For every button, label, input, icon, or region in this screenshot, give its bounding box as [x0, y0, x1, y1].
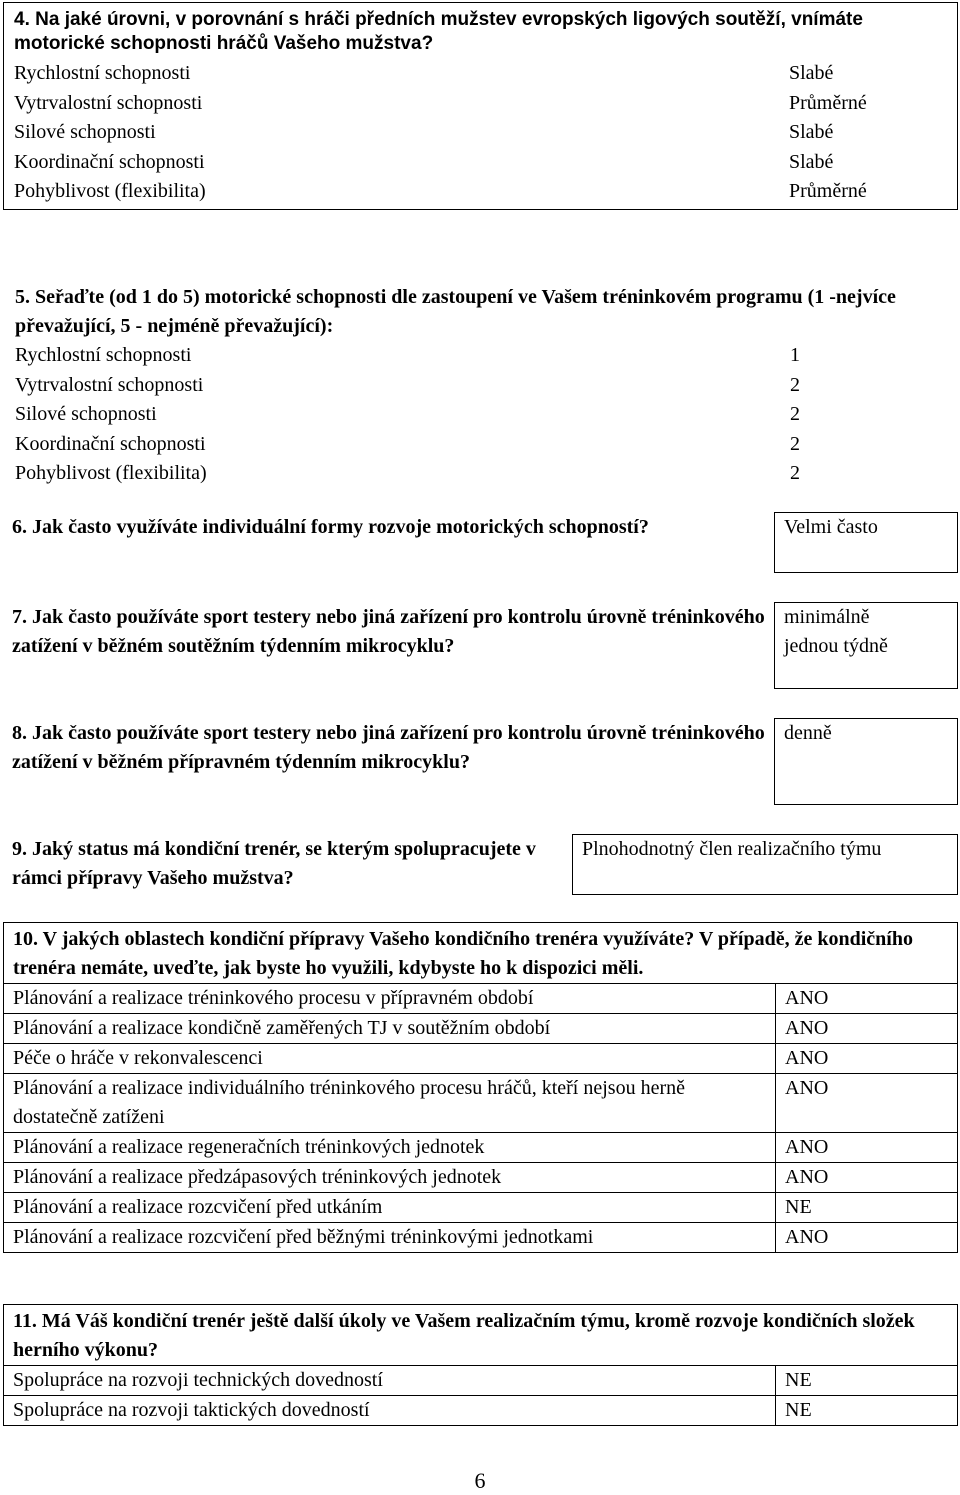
question-10-title: 10. V jakých oblastech kondiční přípravy Vašeho kondičního trenéra využíváte? V případě, že kondičního trenéra nemáte, uveďte, jak byste ho využili, kdybyste ho k dispozici měli.	[3, 922, 958, 983]
question-6-answer: Velmi často	[775, 513, 958, 573]
question-5-row	[15, 459, 802, 489]
q10-item-label: Plánování a realizace rozcvičení před utkáním	[4, 1193, 776, 1223]
question-6-table	[3, 512, 958, 573]
question-7-label: 7. Jak často používáte sport testery nebo jiná zařízení pro kontrolu úrovně tréninkového zatížení v běžném soutěžním týdenním mikrocyklu?	[12, 605, 765, 657]
question-4-row-label: Pohyblivost (flexibilita)	[14, 180, 206, 202]
question-9-text	[3, 835, 573, 895]
question-7-answer	[775, 603, 958, 689]
question-4-row-value: Slabé	[789, 150, 834, 173]
question-4-row	[14, 148, 884, 178]
question-5-row-label: Vytrvalostní schopnosti	[15, 373, 204, 396]
question-4-row	[14, 89, 884, 119]
q10-table-row	[4, 1163, 958, 1193]
q11-item-value: NE	[776, 1366, 958, 1396]
question-5-row-value: 2	[790, 403, 800, 425]
question-9-table	[3, 834, 958, 895]
question-4-row-label: Silové schopnosti	[14, 121, 156, 143]
question-5-row-value: 2	[790, 462, 800, 484]
question-5-row-label: Silové schopnosti	[15, 403, 157, 425]
question-5-block	[15, 283, 955, 489]
q10-item-label: Plánování a realizace rozcvičení před běžnými tréninkovými jednotkami	[4, 1223, 776, 1253]
question-9-answer-text: Plnohodnotný člen realizačního týmu	[582, 838, 882, 860]
q10-item-value: ANO	[776, 1044, 958, 1074]
q10-item-value: ANO	[776, 1074, 958, 1133]
q11-item-label: Spolupráce na rozvoji technických dovedností	[4, 1366, 776, 1396]
q10-table-row	[4, 984, 958, 1014]
q10-item-value: ANO	[776, 984, 958, 1014]
question-9-label: 9. Jaký status má kondiční trenér, se kterým spolupracujete v rámci přípravy Vašeho mužstva?	[12, 837, 536, 889]
q10-item-label: Plánování a realizace regeneračních tréninkových jednotek	[4, 1133, 776, 1163]
question-4-row-value: Slabé	[789, 62, 834, 84]
q10-item-value: ANO	[776, 1163, 958, 1193]
question-8-label: 8. Jak často používáte sport testery nebo jiná zařízení pro kontrolu úrovně tréninkového zatížení v běžném přípravném týdenním mikrocyklu?	[12, 721, 765, 773]
question-4-row-label: Rychlostní schopnosti	[14, 62, 191, 84]
q10-item-value: ANO	[776, 1223, 958, 1253]
question-4-title: 4. Na jaké úrovni, v porovnání s hráči předních mužstev evropských ligových soutěží, vnímáte motorické schopnosti hráčů Vašeho mužstva?	[14, 9, 863, 54]
question-8-answer: denně	[775, 719, 958, 805]
question-4-row-label: Koordinační schopnosti	[14, 150, 205, 173]
q11-item-label: Spolupráce na rozvoji taktických dovedností	[4, 1396, 776, 1426]
question-4-row-label: Vytrvalostní schopnosti	[14, 91, 203, 114]
question-10-block	[3, 922, 958, 1253]
question-6-text	[3, 513, 775, 573]
question-5-row-value: 2	[790, 432, 800, 455]
question-5-row	[15, 400, 802, 430]
q11-table-row	[4, 1396, 958, 1426]
page-number: 6	[474, 1468, 486, 1493]
question-5-row-label: Koordinační schopnosti	[15, 432, 206, 455]
q10-item-label: Plánování a realizace tréninkového procesu v přípravném období	[4, 984, 776, 1014]
question-8-text	[3, 719, 775, 805]
question-7-answer-text: minimálně jednou týdně	[784, 606, 888, 657]
question-5-row	[15, 371, 802, 401]
q10-item-value: ANO	[776, 1014, 958, 1044]
question-4-row-value: Průměrné	[789, 180, 867, 202]
question-4-row-value: Průměrné	[789, 91, 867, 114]
question-5-row	[15, 341, 802, 371]
question-9-answer	[573, 835, 958, 895]
question-4-block	[3, 2, 958, 210]
question-7-text	[3, 603, 775, 689]
q10-table-row	[4, 1223, 958, 1253]
question-5-row-value: 1	[790, 344, 800, 366]
question-11-title: 11. Má Váš kondiční trenér ještě další úkoly ve Vašem realizačním týmu, kromě rozvoje kondičních složek herního výkonu?	[3, 1304, 958, 1365]
question-11-table	[3, 1365, 958, 1426]
question-5-title: 5. Seřaďte (od 1 do 5) motorické schopnosti dle zastoupení ve Vašem tréninkovém programu (1 -nejvíce převažující, 5 - nejméně převažující):	[15, 286, 896, 337]
q10-table-row	[4, 1014, 958, 1044]
q10-table-row	[4, 1074, 958, 1133]
question-4-row	[14, 118, 884, 148]
question-5-row-label: Pohyblivost (flexibilita)	[15, 462, 207, 484]
question-5-rows	[15, 341, 802, 489]
question-4-rows	[14, 59, 884, 207]
q10-table-row	[4, 1044, 958, 1074]
question-6-label: 6. Jak často využíváte individuální formy rozvoje motorických schopností?	[12, 515, 649, 538]
question-5-row	[15, 430, 802, 460]
question-8-table	[3, 718, 958, 805]
q10-table-row	[4, 1133, 958, 1163]
question-5-row-label: Rychlostní schopnosti	[15, 344, 192, 366]
question-10-table	[3, 983, 958, 1253]
question-11-block	[3, 1304, 958, 1426]
q11-item-value: NE	[776, 1396, 958, 1426]
question-7-table	[3, 602, 958, 689]
q10-item-label: Plánování a realizace kondičně zaměřených TJ v soutěžním období	[4, 1014, 776, 1044]
q10-item-value: NE	[776, 1193, 958, 1223]
q10-item-label: Plánování a realizace individuálního tréninkového procesu hráčů, kteří nejsou herně dostatečně zatíženi	[4, 1074, 776, 1133]
question-5-row-value: 2	[790, 373, 800, 396]
question-4-row	[14, 177, 884, 207]
question-4-row	[14, 59, 884, 89]
q10-item-label: Plánování a realizace předzápasových tréninkových jednotek	[4, 1163, 776, 1193]
q10-item-value: ANO	[776, 1133, 958, 1163]
q10-item-label: Péče o hráče v rekonvalescenci	[4, 1044, 776, 1074]
q11-table-row	[4, 1366, 958, 1396]
question-4-row-value: Slabé	[789, 121, 834, 143]
q10-table-row	[4, 1193, 958, 1223]
